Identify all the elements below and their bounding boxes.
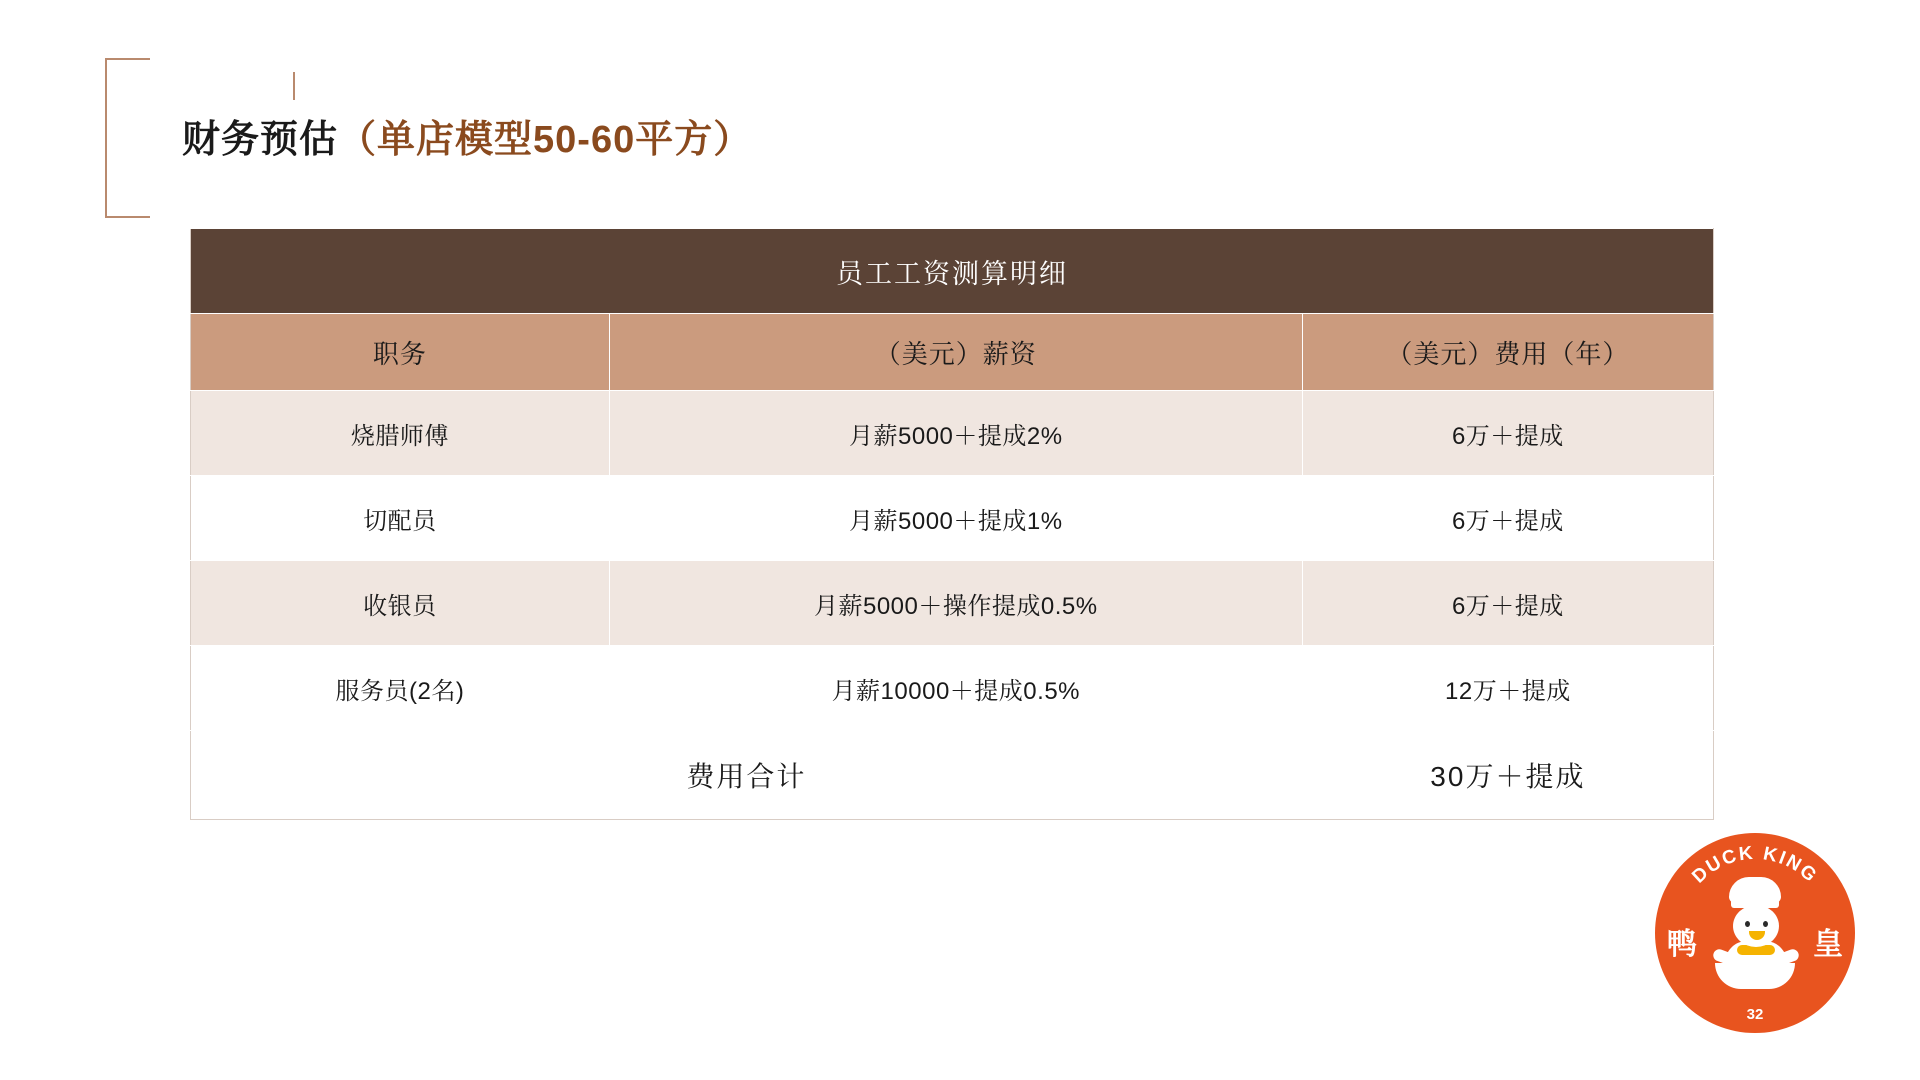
logo-chinese-left: 鸭 bbox=[1667, 928, 1697, 961]
duck-head-shape bbox=[1733, 905, 1779, 947]
cell-position: 切配员 bbox=[191, 476, 610, 561]
column-header-position: 职务 bbox=[191, 314, 610, 391]
column-header-annual-cost: （美元）费用（年） bbox=[1302, 314, 1713, 391]
cell-annual-cost: 6万＋提成 bbox=[1302, 391, 1713, 476]
cell-salary: 月薪5000＋操作提成0.5% bbox=[609, 561, 1302, 646]
cell-salary: 月薪10000＋提成0.5% bbox=[609, 646, 1302, 731]
page-number: 32 bbox=[1746, 1006, 1764, 1023]
page-title bbox=[182, 108, 752, 163]
duck-eye-right-shape bbox=[1763, 921, 1768, 927]
table-row bbox=[191, 391, 1714, 476]
total-label: 费用合计 bbox=[191, 731, 1303, 820]
total-value: 30万＋提成 bbox=[1302, 731, 1713, 820]
table-row bbox=[191, 476, 1714, 561]
cell-annual-cost: 6万＋提成 bbox=[1302, 476, 1713, 561]
cell-position: 烧腊师傅 bbox=[191, 391, 610, 476]
column-header-salary: （美元）薪资 bbox=[609, 314, 1302, 391]
cell-position: 收银员 bbox=[191, 561, 610, 646]
page-title-accent: （单店模型50-60平方） bbox=[338, 119, 753, 161]
salary-table-container bbox=[190, 228, 1714, 820]
logo-ring-label: DUCK KING bbox=[1688, 842, 1822, 888]
chef-hat-band-shape bbox=[1731, 899, 1779, 908]
table-row bbox=[191, 561, 1714, 646]
table-caption-row bbox=[191, 229, 1714, 314]
table-header-row bbox=[191, 314, 1714, 391]
table-row bbox=[191, 646, 1714, 731]
cell-salary: 月薪5000＋提成2% bbox=[609, 391, 1302, 476]
cell-salary: 月薪5000＋提成1% bbox=[609, 476, 1302, 561]
cell-annual-cost: 6万＋提成 bbox=[1302, 561, 1713, 646]
table-caption: 员工工资测算明细 bbox=[191, 229, 1714, 314]
salary-table bbox=[190, 228, 1714, 820]
cell-position: 服务员(2名) bbox=[191, 646, 610, 731]
table-total-row bbox=[191, 731, 1714, 820]
cell-annual-cost: 12万＋提成 bbox=[1302, 646, 1713, 731]
logo-chinese-right: 皇 bbox=[1813, 928, 1843, 961]
frame-mask-top bbox=[150, 48, 310, 72]
brand-logo bbox=[1655, 833, 1855, 1033]
duck-eye-left-shape bbox=[1745, 921, 1750, 927]
duck-chef-icon bbox=[1707, 877, 1803, 997]
page-title-main: 财务预估 bbox=[182, 119, 339, 161]
